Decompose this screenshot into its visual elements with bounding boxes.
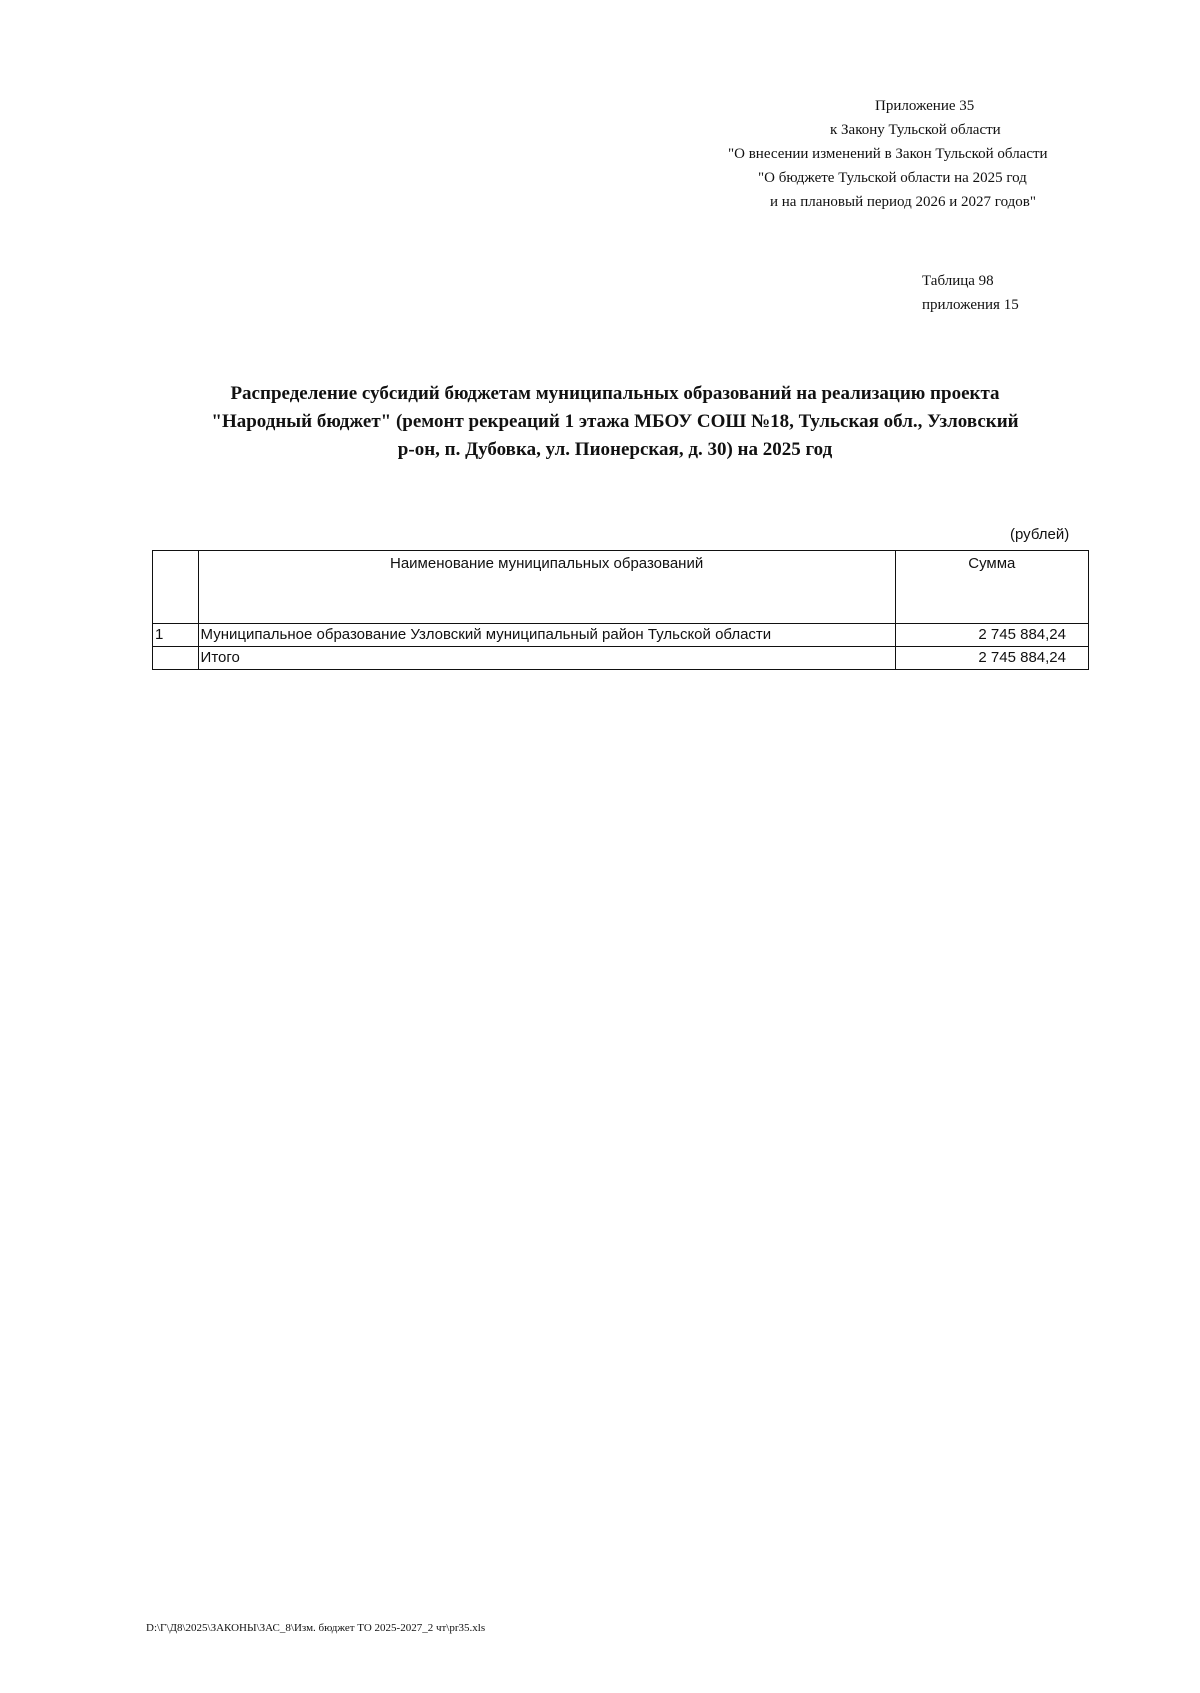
table-appendix-ref: приложения 15 [922, 297, 1019, 313]
title-line-1: Распределение субсидий бюджетам муниципальных образований на реализацию проекта [230, 383, 1000, 404]
header-number [153, 551, 199, 624]
appendix-planning-period: и на плановый период 2026 и 2027 годов" [770, 194, 1036, 210]
total-number [153, 647, 199, 670]
title-line-2: "Народный бюджет" (ремонт рекреаций 1 этажа МБОУ СОШ №18, Тульская обл., Узловский [211, 411, 1019, 432]
table-reference [922, 269, 1019, 317]
appendix-number: Приложение 35 [875, 98, 975, 114]
subsidy-table [152, 550, 1089, 670]
appendix-law-ref: к Закону Тульской области [830, 122, 1001, 138]
units-label: (рублей) [1010, 526, 1070, 543]
appendix-amendment-title: "О внесении изменений в Закон Тульской области [728, 146, 1048, 162]
appendix-budget-title: "О бюджете Тульской области на 2025 год [758, 170, 1027, 186]
table-header-row [153, 551, 1089, 624]
file-path-footer: D:\Г\Д8\2025\ЗАКОНЫ\ЗАС_8\Изм. бюджет ТО 2025-2027_2 чт\pr35.xls [146, 1622, 486, 1634]
table-total-row [153, 647, 1089, 670]
table-number: Таблица 98 [922, 273, 994, 289]
header-name: Наименование муниципальных образований [198, 551, 895, 624]
total-label: Итого [198, 647, 895, 670]
document-title [150, 380, 1080, 464]
title-line-3: р-он, п. Дубовка, ул. Пионерская, д. 30) на 2025 год [397, 439, 833, 460]
table-row [153, 624, 1089, 647]
row-name: Муниципальное образование Узловский муниципальный район Тульской области [198, 624, 895, 647]
appendix-header [700, 94, 1100, 214]
total-sum: 2 745 884,24 [895, 647, 1088, 670]
row-sum: 2 745 884,24 [895, 624, 1088, 647]
header-sum: Сумма [895, 551, 1088, 624]
row-number: 1 [153, 624, 199, 647]
